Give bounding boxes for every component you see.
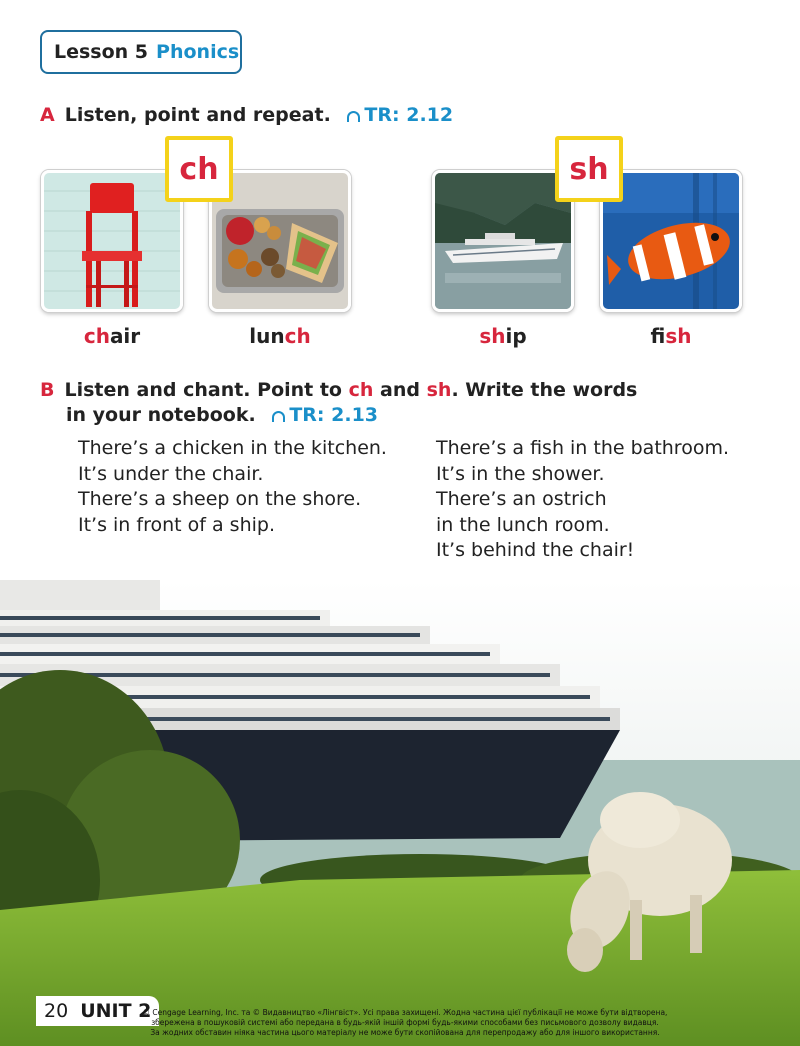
ship-illustration [435, 173, 571, 309]
section-a-instruction: Listen, point and repeat. [64, 104, 331, 126]
word-fish: fish [650, 324, 692, 348]
chant-line: It’s behind the chair! [436, 539, 635, 561]
unit-label: UNIT 2 [80, 1000, 152, 1022]
lesson-header [40, 30, 242, 74]
copyright-notice: © Cengage Learning, Inc. та © Видавництво «Лінгвіст». Усі права захищені. Жодна частина цієї публікації не може бути відтворена, збережена в пошуковій системі або передана в будь-якій іншій формі будь-якими способами без письмового дозволу видавця. За жодних обставин ніяка частина цього матеріалу не може бути скопійована для перепродажу або для іншого використання. [142, 1008, 668, 1037]
chant-line: It’s in front of a ship. [78, 513, 275, 536]
ch-tag: ch [165, 136, 233, 202]
section-b-letter: B [40, 379, 55, 401]
word-lunch: lunch [249, 324, 311, 348]
chair-illustration [44, 173, 180, 309]
chant-line: There’s a fish in the bathroom. [436, 437, 729, 459]
ship-photo [432, 170, 574, 312]
chant-left-column [78, 436, 387, 538]
chant-line: It’s in the shower. [436, 462, 605, 485]
headphones-icon [347, 111, 360, 122]
word-chair: chair [83, 324, 141, 348]
headphones-icon [272, 411, 285, 422]
chair-photo [41, 170, 183, 312]
word-ship: ship [479, 324, 527, 348]
chant-line: There’s a sheep on the shore. [78, 488, 362, 510]
chant-line: There’s an ostrich [436, 488, 607, 510]
section-a-heading [40, 104, 453, 126]
track-label-b: TR: 2.13 [289, 404, 379, 426]
chant-line: It’s under the chair. [78, 462, 264, 485]
chant-right-column [436, 436, 729, 564]
chant-line: in the lunch room. [436, 513, 610, 536]
section-a-letter: A [40, 104, 55, 126]
cruise-ship-sheep-photo [0, 580, 800, 1046]
chant-line: There’s a chicken in the kitchen. [78, 437, 387, 459]
audio-track-a[interactable] [347, 104, 453, 126]
lesson-number: Lesson 5 [54, 41, 149, 63]
audio-track-b[interactable] [272, 404, 378, 426]
hero-illustration [0, 580, 800, 1046]
sh-tag: sh [555, 136, 623, 202]
page-number: 20 [44, 1000, 69, 1022]
clownfish-illustration [603, 173, 739, 309]
track-label-a: TR: 2.12 [364, 104, 454, 126]
section-b-heading: B Listen and chant. Point to ch and sh. Write the words in your notebook. TR: 2.13 [40, 379, 638, 426]
lesson-topic: Phonics [156, 41, 240, 63]
